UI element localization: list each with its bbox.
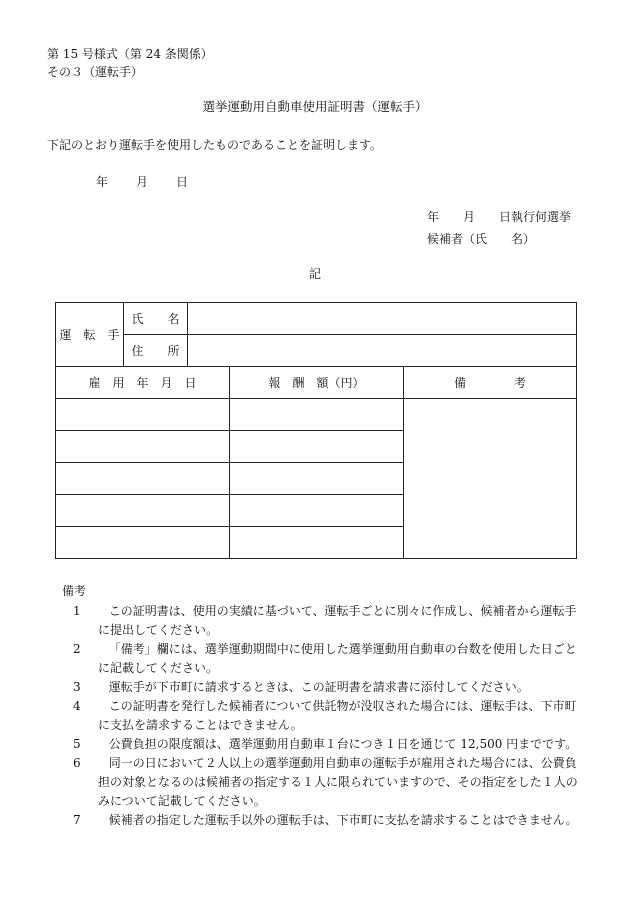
remuneration-cell[interactable]: [230, 463, 404, 495]
date-day-label: 日: [176, 175, 189, 189]
note-item: 1 この証明書は、使用の実績に基づいて、運転手ごとに別々に作成し、候補者から運転手に提出してください。: [73, 604, 577, 637]
name-label-cell: [124, 303, 188, 335]
certification-statement: 下記のとおり運転手を使用したものであることを証明します。: [47, 138, 383, 152]
date-month-label: 月: [136, 175, 149, 189]
hire-date-cell[interactable]: [56, 527, 230, 559]
hire-date-header: 雇 用 年 月 日: [56, 367, 230, 399]
form-subtitle: その３（運転手）: [47, 65, 144, 79]
document-title: 選挙運動用自動車使用証明書（運転手）: [202, 99, 428, 114]
name-field[interactable]: [188, 303, 577, 335]
table-header-row: [56, 367, 577, 399]
address-field[interactable]: [188, 335, 577, 367]
issue-date: [96, 176, 188, 188]
driver-label-cell: [56, 303, 124, 367]
form-number: 第 15 号様式（第 24 条関係）: [47, 47, 213, 61]
remuneration-header: 報 酬 額（円）: [230, 367, 404, 399]
table-row: [56, 335, 577, 367]
candidate-line: 候補者（氏 名）: [427, 232, 536, 246]
notes-heading: 備考: [62, 584, 87, 598]
date-year-label: 年: [96, 175, 109, 189]
note-item: 5 公費負担の限度額は、選挙運動用自動車１台につき１日を通じて 12,500 円までです。: [73, 737, 578, 751]
note-item: 2 「備考」欄には、選挙運動期間中に使用した選挙運動用自動車の台数を使用した日ごとに記載してください。: [73, 642, 577, 675]
name-label: 氏 名: [131, 312, 180, 326]
note-item: 6 同一の日において２人以上の選挙運動用自動車の運転手が雇用された場合には、公費負担の対象となるのは候補者の指定する１人に限られていますので、その指定をした１人のみについて記載してください。: [73, 756, 578, 808]
remuneration-cell[interactable]: [230, 495, 404, 527]
note-item: 4 この証明書を発行した候補者について供託物が没収された場合には、運転手は、下市町に支払を請求することはできません。: [73, 699, 577, 732]
table-row: [56, 399, 577, 431]
remuneration-cell[interactable]: [230, 527, 404, 559]
election-line: 年 月 日執行何選挙: [427, 210, 572, 224]
hire-date-cell[interactable]: [56, 399, 230, 431]
remuneration-cell[interactable]: [230, 431, 404, 463]
note-item: 7 候補者の指定した運転手以外の運転手は、下市町に支払を請求することはできません。: [73, 813, 578, 827]
notes-section: [62, 582, 582, 830]
driver-certificate-table: [55, 302, 577, 559]
driver-label: 運 転 手: [59, 328, 120, 342]
remarks-header: 備 考: [404, 367, 577, 399]
remarks-cell[interactable]: [404, 399, 577, 559]
note-item: 3 運転手が下市町に請求するときは、この証明書を請求書に添付してください。: [73, 680, 529, 694]
address-label: 住 所: [131, 344, 180, 358]
remuneration-cell[interactable]: [230, 399, 404, 431]
hire-date-cell[interactable]: [56, 495, 230, 527]
table-row: [56, 303, 577, 335]
hire-date-cell[interactable]: [56, 431, 230, 463]
address-label-cell: [124, 335, 188, 367]
ki-heading: 記: [308, 267, 321, 281]
hire-date-cell[interactable]: [56, 463, 230, 495]
